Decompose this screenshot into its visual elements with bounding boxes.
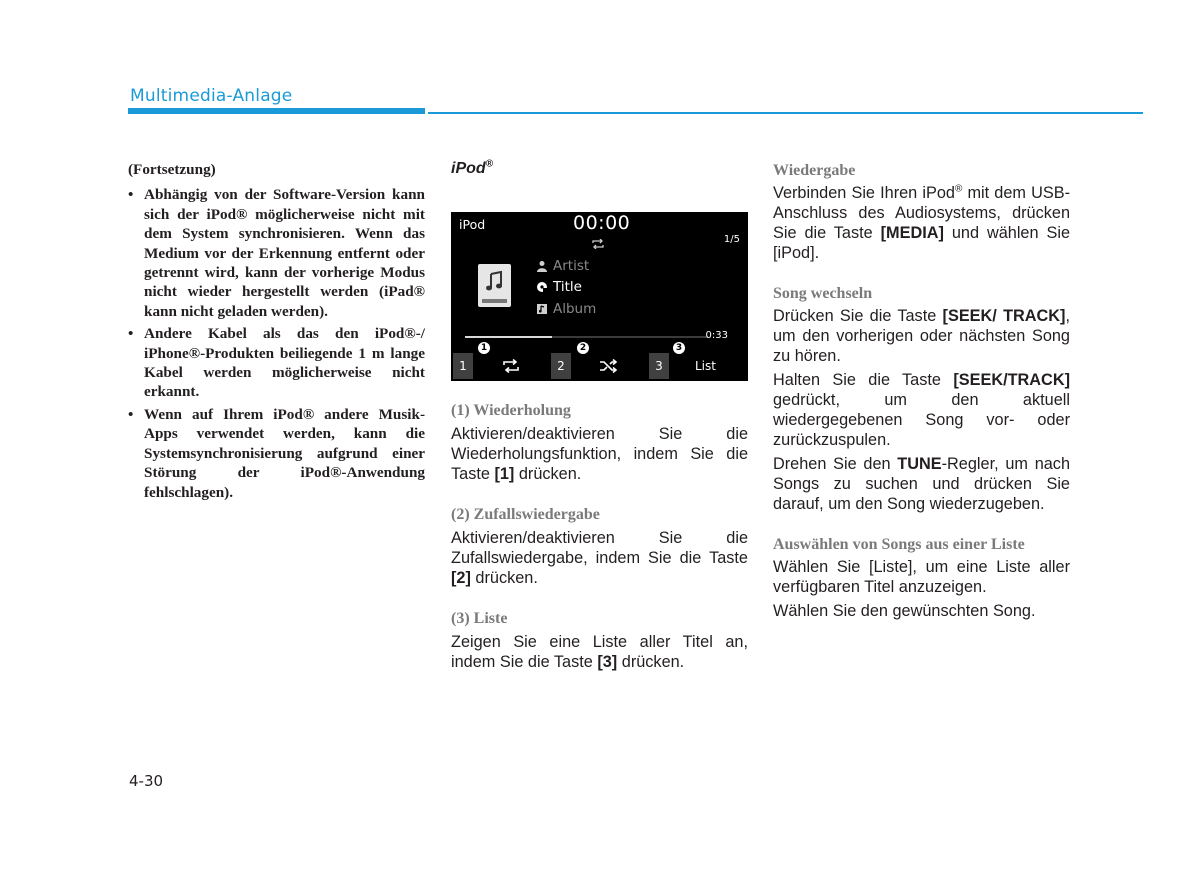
section-text: Verbinden Sie Ihren iPod® mit dem USB-Anschluss des Audiosystems, drücken Sie die Taste [MEDIA] und wählen Sie [iPod]. — [773, 183, 1070, 262]
header-rule-thick — [128, 108, 425, 114]
section-text: Halten Sie die Taste [SEEK/TRACK] gedrückt, um den aktuell wiedergegebenen Song vor- oder zurückzuspulen. — [773, 371, 1070, 449]
header-rule-thin — [428, 112, 1143, 114]
section-title: Multimedia-Anlage — [130, 86, 293, 106]
ipod-player-screen — [451, 212, 748, 381]
album-art-icon — [478, 264, 511, 307]
disc-icon — [536, 281, 548, 293]
section-text: Drehen Sie den TUNE-Regler, um nach Songs zu suchen und drücken Sie darauf, um den Song wiederzugeben. — [773, 455, 1070, 513]
list-item: • Abhängig von der Software-Version kann sich der iPod® möglicherweise nicht mit dem System synchronisieren. Wenn das Medium vor der Erkennung entfernt oder getrennt wird, kann der vorherige Modus nicht wieder hergestellt werden (iPad® kann nicht geladen werden). — [128, 186, 425, 320]
button-bar — [451, 353, 748, 379]
ipod-sections — [451, 402, 748, 672]
section-heading: (1) Wiederholung — [451, 402, 571, 419]
shuffle-icon — [599, 359, 619, 373]
person-icon — [536, 260, 548, 272]
notes-list — [128, 185, 425, 502]
section-text: Aktivieren/deaktivieren Sie die Zufallswiedergabe, indem Sie die Taste [2] drücken. — [451, 529, 748, 587]
title-row: Title — [536, 279, 582, 295]
album-row: Album — [536, 301, 596, 317]
progress-fill — [465, 336, 552, 338]
progress-bar — [465, 336, 708, 338]
section-text: Wählen Sie [Liste], um eine Liste aller verfügbaren Titel anzuzeigen. — [773, 558, 1070, 596]
repeat-status-icon — [591, 234, 605, 253]
artist-row: Artist — [536, 258, 589, 274]
repeat-button[interactable] — [491, 353, 531, 379]
section-heading: (2) Zufallswiedergabe — [451, 506, 600, 523]
callout-marker: 3 — [673, 342, 685, 354]
source-label: iPod — [459, 217, 486, 232]
section-text: Aktivieren/deaktivieren Sie die Wiederholungsfunktion, indem Sie die Taste [1] drücken. — [451, 425, 748, 483]
continuation-label: (Fortsetzung) — [128, 161, 216, 178]
button-3[interactable]: 3 — [649, 353, 669, 379]
callout-marker: 2 — [577, 342, 589, 354]
play-time: 00:00 — [573, 212, 631, 234]
section-text: Zeigen Sie eine Liste aller Titel an, indem Sie die Taste [3] drücken. — [451, 633, 748, 671]
track-duration: 0:33 — [705, 330, 728, 341]
repeat-icon — [501, 359, 521, 373]
list-button[interactable]: List — [695, 359, 716, 373]
ipod-heading: iPod® — [451, 158, 494, 177]
button-1[interactable]: 1 — [453, 353, 473, 379]
page-number: 4-30 — [129, 772, 164, 790]
section-text: Wählen Sie den gewünschten Song. — [773, 602, 1036, 620]
section-heading: (3) Liste — [451, 610, 508, 627]
callout-marker: 1 — [478, 342, 490, 354]
list-item: • Wenn auf Ihrem iPod® andere Musik-Apps verwendet werden, kann die Systemsynchronisierung aufgrund einer Störung der iPod®-Anwendung fehlschlagen). — [128, 405, 425, 501]
section-heading: Song wechseln — [773, 285, 873, 302]
list-item: • Andere Kabel als das den iPod®-/ iPhone®-Produkten beiliegende 1 m lange Kabel werden möglicherweise nicht erkannt. — [128, 325, 425, 401]
section-text: Drücken Sie die Taste [SEEK/ TRACK], um den vorherigen oder nächsten Song zu hören. — [773, 307, 1070, 365]
left-column — [128, 160, 425, 505]
section-heading: Auswählen von Songs aus einer Liste — [773, 536, 1025, 553]
track-count: 1/5 — [723, 234, 740, 245]
album-icon — [536, 303, 548, 315]
shuffle-button[interactable] — [589, 353, 629, 379]
section-heading: Wiedergabe — [773, 162, 856, 179]
right-column — [773, 162, 1070, 621]
button-2[interactable]: 2 — [551, 353, 571, 379]
